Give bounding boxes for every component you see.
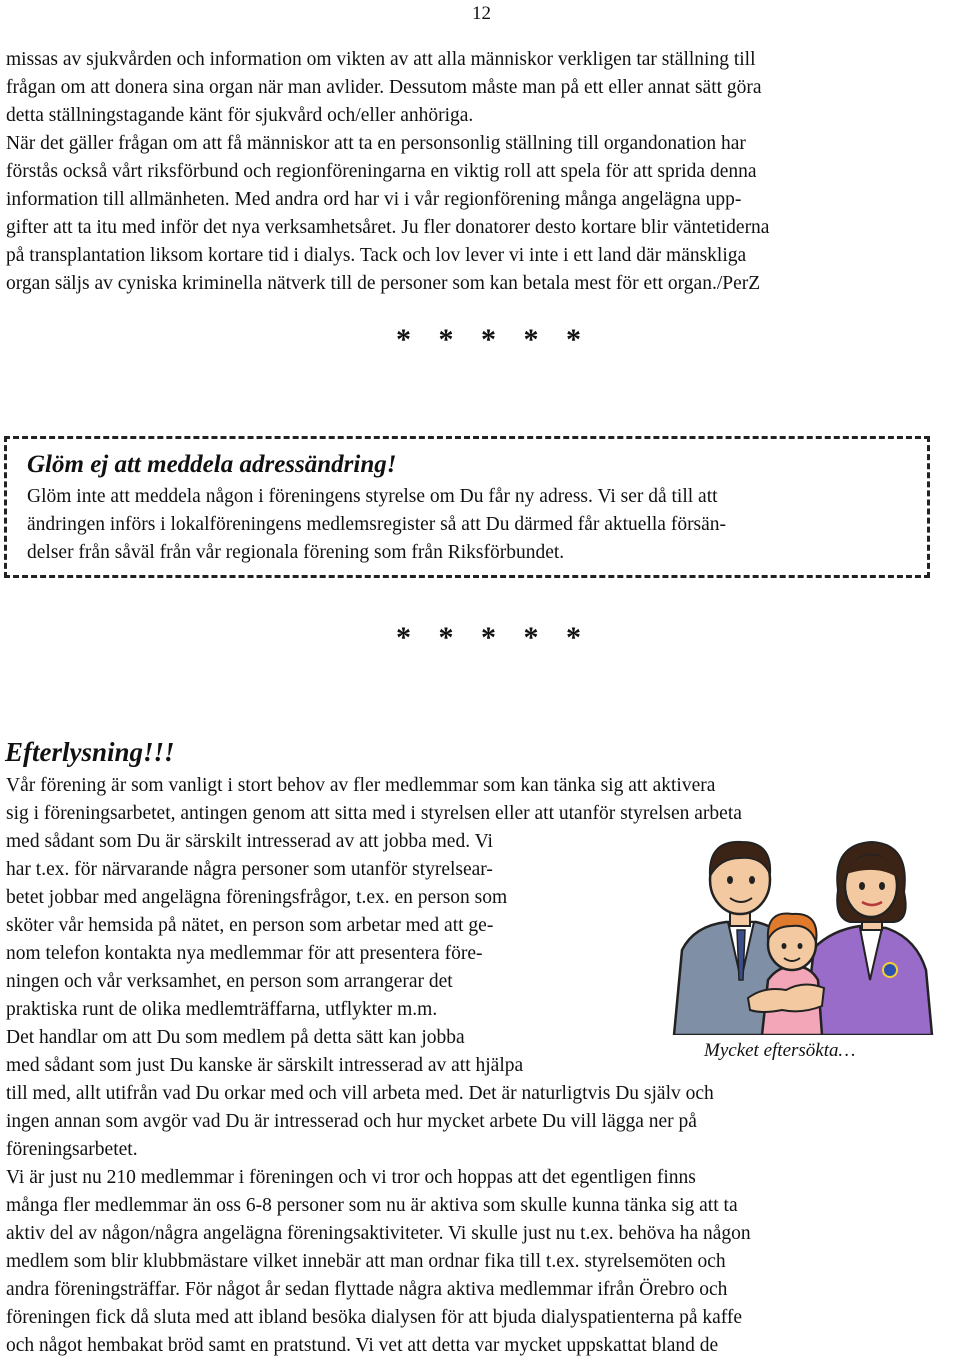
text-line: aktiv del av någon/några angelägna föreningsaktiviteter. Vi skulle just nu t.ex. behöva ha någon	[6, 1223, 751, 1244]
text-line: nom telefon kontakta nya medlemmar för att presentera före-	[6, 943, 483, 964]
section-separator: * * * * *	[396, 323, 591, 356]
text-line: många fler medlemmar än oss 6-8 personer som nu är aktiva som skulle kunna tänka sig att ta	[6, 1195, 738, 1216]
text-line: medlem som blir klubbmästare vilket innebär att man ordnar fika till t.ex. styrelsemöten och	[6, 1251, 726, 1272]
text-line: detta ställningstagande känt för sjukvård och/eller anhöriga.	[6, 105, 474, 126]
text-line: När det gäller frågan om att få människor att ta en personsonlig ställning till organdonation har	[6, 133, 746, 154]
text-line: med sådant som Du är särskilt intresserad av att jobba med. Vi	[6, 831, 493, 852]
notice-line: delser från såväl från vår regionala förening som från Riksförbundet.	[27, 542, 565, 563]
text-line: förstås också vårt riksförbund och regionföreningarna en viktig roll att spela för att sprida denna	[6, 161, 757, 182]
text-line: information till allmänheten. Med andra ord har vi i vår regionförening många angelägna upp-	[6, 189, 742, 210]
text-line: frågan om att donera sina organ när man avlider. Dessutom måste man på ett eller annat sätt göra	[6, 77, 762, 98]
text-line: har t.ex. för närvarande några personer som utanför styrelsear-	[6, 859, 493, 880]
notice-line: ändringen införs i lokalföreningens medlemsregister så att Du därmed får aktuella försän-	[27, 514, 727, 535]
text-line: gifter att ta itu med inför det nya verksamhetsåret. Ju fler donatorer desto kortare blir väntetiderna	[6, 217, 770, 238]
text-line: Det handlar om att Du som medlem på detta sätt kan jobba	[6, 1027, 465, 1048]
text-line: praktiska runt de olika medlemträffarna, utflykter m.m.	[6, 999, 438, 1020]
text-line: med sådant som just Du kanske är särskilt intresserad av att hjälpa	[6, 1055, 524, 1076]
section-separator: * * * * *	[396, 621, 591, 654]
family-illustration	[664, 830, 936, 1035]
notice-title: Glöm ej att meddela adressändring!	[27, 451, 397, 478]
text-line: på transplantation liksom kortare tid i dialys. Tack och lov lever vi inte i ett land där mänskliga	[6, 245, 747, 266]
text-line: sköter vår hemsida på nätet, en person som arbetar med att ge-	[6, 915, 494, 936]
text-line: betet jobbar med angelägna föreningsfrågor, t.ex. en person som	[6, 887, 508, 908]
text-line: andra föreningsträffar. För något år sedan flyttade några aktiva medlemmar ifrån Örebro och	[6, 1279, 728, 1300]
text-line: sig i föreningsarbetet, antingen genom att sitta med i styrelsen eller att utanför styrelsen arbeta	[6, 803, 742, 824]
notice-line: Glöm inte att meddela någon i föreningens styrelse om Du får ny adress. Vi ser då till att	[27, 486, 718, 507]
text-line: föreningen fick då sluta med att ibland besöka dialysen för att bjuda dialyspatienterna på kaffe	[6, 1307, 743, 1328]
woman-figure	[804, 842, 932, 1035]
address-change-notice	[4, 436, 930, 578]
text-line: missas av sjukvården och information om vikten av att alla människor verkligen tar ställning till	[6, 49, 756, 70]
text-line: föreningsarbetet.	[6, 1139, 138, 1160]
text-line: och något hembakat bröd samt en pratstund. Vi vet att detta var mycket uppskattat bland de	[6, 1335, 719, 1356]
text-line: Vår förening är som vanligt i stort behov av fler medlemmar som kan tänka sig att aktivera	[6, 775, 716, 796]
text-line: organ säljs av cyniska kriminella nätverk till de personer som kan betala mest för ett organ./PerZ	[6, 273, 761, 294]
text-line: ningen och vår verksamhet, en person som arrangerar det	[6, 971, 453, 992]
text-line: till med, allt utifrån vad Du orkar med och vill arbeta med. Det är naturligtvis Du själv och	[6, 1083, 714, 1104]
illustration-caption: Mycket eftersökta…	[704, 1040, 856, 1061]
text-line: ingen annan som avgör vad Du är intresserad och hur mycket arbete Du vill lägga ner på	[6, 1111, 697, 1132]
page-number: 12	[472, 3, 491, 24]
text-line: Vi är just nu 210 medlemmar i föreningen och vi tror och hoppas att det egentligen finns	[6, 1167, 696, 1188]
wanted-section-title: Efterlysning!!!	[5, 737, 175, 767]
